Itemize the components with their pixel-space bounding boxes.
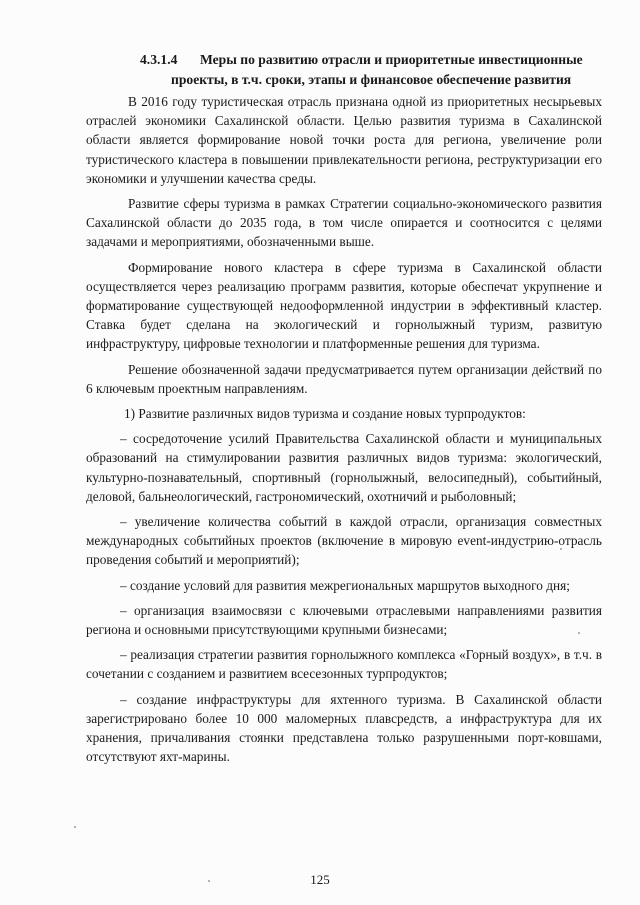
- list-item: – организация взаимосвязи с ключевыми отраслевыми направлениями развития региона и основными присутствующими крупными бизнесами;: [86, 602, 602, 638]
- page-content: [86, 50, 602, 773]
- page-number: 125: [310, 872, 330, 887]
- heading-line-1: [86, 50, 602, 70]
- paragraph-directions: Решение обозначенной задачи предусматривается путем организации действий по 6 ключевым проектным направлениям.: [86, 361, 602, 396]
- section-number: 4.3.1.4: [140, 52, 178, 67]
- scan-speck: [560, 548, 562, 550]
- list-item: – сосредоточение усилий Правительства Сахалинской области и муниципальных образований на стимулировании развития различных видов туризма: экологический, культурно-познавательный, спортивный (горнолыжный, велосипедный), событийный, деловой, бальнеологический, гастрономический, охотничий и рыболовный;: [86, 431, 602, 504]
- scan-speck: [208, 880, 210, 882]
- paragraph-cluster: Формирование нового кластера в сфере туризма в Сахалинской области осуществляется через реализацию программ развития, которые обеспечат укрупнение и форматирование существующей недооформленной индустрии в эффективный кластер. Ставка будет сделана на экологический и горнолыжный туризм, развитую инфраструктуру, цифровые технологии и платформенные решения для туризма.: [86, 259, 602, 352]
- list-item: – создание условий для развития межрегиональных маршрутов выходного дня;: [120, 577, 570, 593]
- heading-title-part-1: Меры по развитию отрасли и приоритетные инвестиционные: [200, 52, 583, 67]
- scan-speck: [74, 826, 76, 828]
- list-item: – создание инфраструктуры для яхтенного туризма. В Сахалинской области зарегистрировано более 10 000 маломерных плавсредств, а инфраструктура для их хранения, причаливания стоянки представлена только разрушенными порт-ковшами, отсутствуют яхт-марины.: [86, 691, 602, 765]
- heading-title-part-2: проекты, в т.ч. сроки, этапы и финансовое обеспечение развития: [171, 72, 572, 87]
- section-heading: [86, 50, 602, 90]
- numbered-item-1: 1) Развитие различных видов туризма и создание новых турпродуктов:: [124, 406, 526, 422]
- list-item: – увеличение количества событий в каждой отрасли, организация совместных международных событийных проектов (включение в мировую event-индустрию-отрасль проведения событий и мероприятий);: [86, 514, 602, 568]
- paragraph-intro: В 2016 году туристическая отрасль признана одной из приоритетных несырьевых отраслей экономики Сахалинской области. Целью развития туризма в Сахалинской области является формирование новой точки роста для региона, увеличение роли туристического кластера в повышении привлекательности региона, реструктуризации его экономики и улучшении качества среды.: [86, 94, 602, 186]
- scan-speck: [578, 632, 580, 634]
- list-item: – реализация стратегии развития горнолыжного комплекса «Горный воздух», в т.ч. в сочетании с созданием и развитием всесезонных турпродуктов;: [86, 647, 602, 682]
- paragraph-strategy: Развитие сферы туризма в рамках Стратегии социально-экономического развития Сахалинской области до 2035 года, в том числе опирается и соотносится с целями задачами и мероприятиями, обозначенными выше.: [86, 196, 602, 250]
